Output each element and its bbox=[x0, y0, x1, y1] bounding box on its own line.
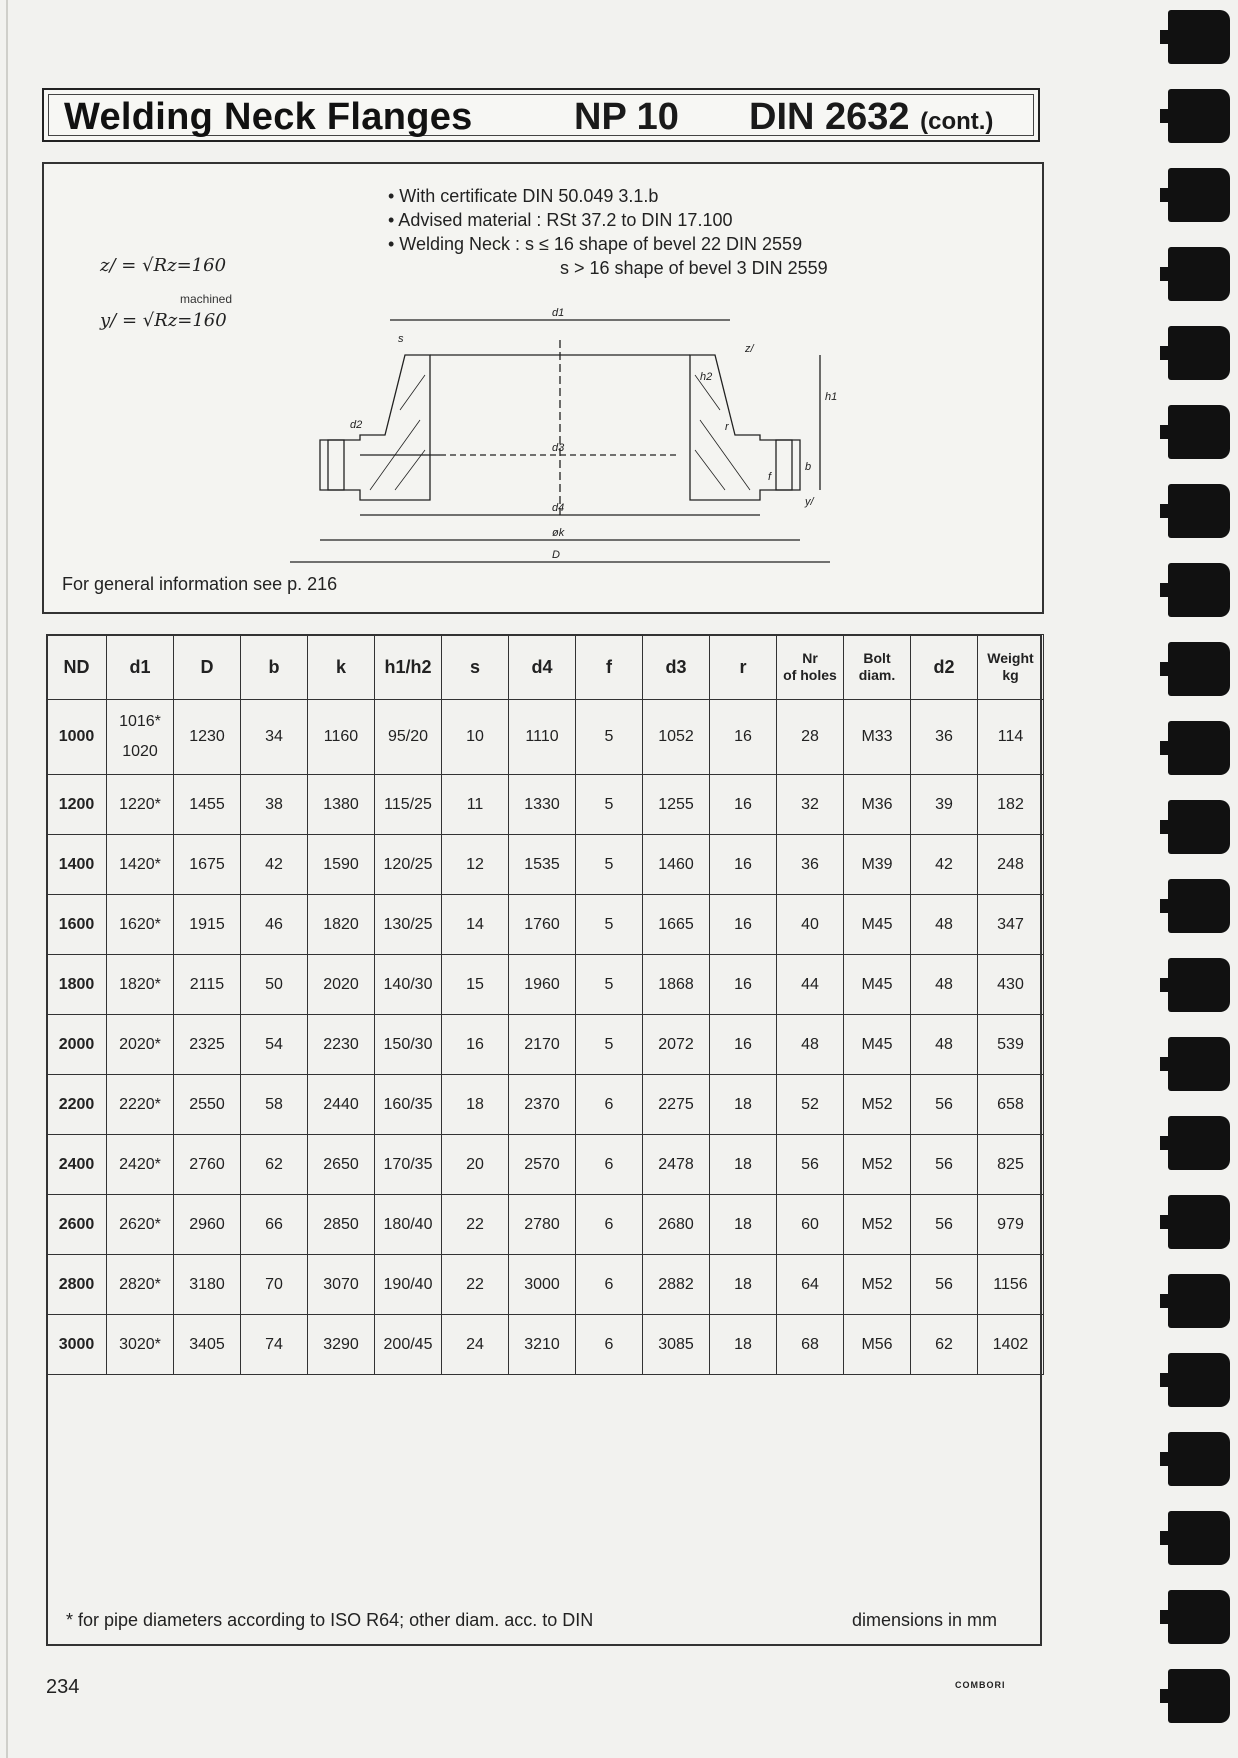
table-cell: 1760 bbox=[509, 895, 576, 955]
publisher-logo: COMBORI bbox=[955, 1680, 1006, 1690]
binding-coil bbox=[1168, 958, 1230, 1012]
table-cell: 5 bbox=[576, 1015, 643, 1075]
table-cell: 1330 bbox=[509, 775, 576, 835]
table-cell: 18 bbox=[710, 1195, 777, 1255]
table-cell: 2780 bbox=[509, 1195, 576, 1255]
table-cell: 54 bbox=[241, 1015, 308, 1075]
table-cell: 1402 bbox=[978, 1315, 1044, 1375]
table-cell: 1110 bbox=[509, 700, 576, 775]
table-cell: 14 bbox=[442, 895, 509, 955]
table-row bbox=[47, 955, 1044, 1015]
cell-nd: 1400 bbox=[47, 835, 107, 895]
table-row bbox=[47, 1315, 1044, 1375]
table-cell: 1535 bbox=[509, 835, 576, 895]
table-cell: 36 bbox=[777, 835, 844, 895]
table-cell: M52 bbox=[844, 1135, 911, 1195]
table-cell: 150/30 bbox=[375, 1015, 442, 1075]
table-cell: 2550 bbox=[174, 1075, 241, 1135]
table-cell: M52 bbox=[844, 1255, 911, 1315]
note-material: • Advised material : RSt 37.2 to DIN 17.100 bbox=[388, 210, 733, 230]
table-cell: 24 bbox=[442, 1315, 509, 1375]
label-d1: d1 bbox=[552, 307, 565, 319]
cell-nd: 2000 bbox=[47, 1015, 107, 1075]
nr-label: Nr bbox=[802, 650, 818, 666]
table-row bbox=[47, 1195, 1044, 1255]
col-header-d3: d3 bbox=[643, 635, 710, 700]
table-cell: 56 bbox=[777, 1135, 844, 1195]
table-cell: 62 bbox=[911, 1315, 978, 1375]
table-cell: 60 bbox=[777, 1195, 844, 1255]
binding-coil bbox=[1168, 1511, 1230, 1565]
table-cell: 32 bbox=[777, 775, 844, 835]
table-cell: M52 bbox=[844, 1195, 911, 1255]
table-cell: 200/45 bbox=[375, 1315, 442, 1375]
col-header-nr-holes bbox=[777, 635, 844, 700]
diam-label: diam. bbox=[858, 667, 896, 683]
table-cell: 5 bbox=[576, 895, 643, 955]
table-cell: 6 bbox=[576, 1195, 643, 1255]
table-cell: 114 bbox=[978, 700, 1044, 775]
table-cell: 2325 bbox=[174, 1015, 241, 1075]
table-cell: 6 bbox=[576, 1075, 643, 1135]
cell-nd: 1000 bbox=[47, 700, 107, 775]
binding-coil bbox=[1168, 10, 1230, 64]
spec-notes bbox=[388, 184, 828, 280]
table-cell: M39 bbox=[844, 835, 911, 895]
cell-nd: 2200 bbox=[47, 1075, 107, 1135]
table-cell: 5 bbox=[576, 700, 643, 775]
table-cell: 28 bbox=[777, 700, 844, 775]
table-row bbox=[47, 835, 1044, 895]
table-cell: 42 bbox=[911, 835, 978, 895]
table-cell: 1960 bbox=[509, 955, 576, 1015]
table-cell: 95/20 bbox=[375, 700, 442, 775]
continued-label: (cont.) bbox=[920, 108, 994, 135]
col-header-d2: d2 bbox=[911, 635, 978, 700]
table-cell: 18 bbox=[710, 1075, 777, 1135]
table-cell: 56 bbox=[911, 1075, 978, 1135]
label-k: øk bbox=[552, 527, 565, 539]
footnote: * for pipe diameters according to ISO R64; other diam. acc. to DIN bbox=[66, 1610, 594, 1630]
table-cell: 16 bbox=[442, 1015, 509, 1075]
table-cell: 3210 bbox=[509, 1315, 576, 1375]
col-header-r: r bbox=[710, 635, 777, 700]
table-cell: 6 bbox=[576, 1255, 643, 1315]
table-cell: M52 bbox=[844, 1075, 911, 1135]
table-cell: 3405 bbox=[174, 1315, 241, 1375]
table-cell: 1380 bbox=[308, 775, 375, 835]
binding-coil bbox=[1168, 247, 1230, 301]
table-cell: 16 bbox=[710, 775, 777, 835]
table-cell: 50 bbox=[241, 955, 308, 1015]
col-header-h1h2: h1/h2 bbox=[375, 635, 442, 700]
table-row bbox=[47, 1135, 1044, 1195]
table-cell: 15 bbox=[442, 955, 509, 1015]
table-row bbox=[47, 1255, 1044, 1315]
table-cell: 1620* bbox=[107, 895, 174, 955]
table-cell: 160/35 bbox=[375, 1075, 442, 1135]
label-r: r bbox=[725, 421, 729, 433]
table-cell: 2420* bbox=[107, 1135, 174, 1195]
table-cell: 56 bbox=[911, 1135, 978, 1195]
cell-d1-line: 1016* bbox=[119, 713, 161, 730]
table-cell: 52 bbox=[777, 1075, 844, 1135]
cell-nd: 1800 bbox=[47, 955, 107, 1015]
table-cell: M36 bbox=[844, 775, 911, 835]
table-cell: 36 bbox=[911, 700, 978, 775]
table-cell: 182 bbox=[978, 775, 1044, 835]
binding-coil bbox=[1168, 879, 1230, 933]
table-row bbox=[47, 1015, 1044, 1075]
table-cell: 64 bbox=[777, 1255, 844, 1315]
binding-coil bbox=[1168, 1432, 1230, 1486]
table-cell: M45 bbox=[844, 955, 911, 1015]
pressure-rating: NP 10 bbox=[574, 96, 679, 138]
spiral-binding bbox=[1160, 0, 1238, 1758]
table-cell: 1420* bbox=[107, 835, 174, 895]
table-cell: 979 bbox=[978, 1195, 1044, 1255]
table-cell: 2370 bbox=[509, 1075, 576, 1135]
table-cell: 2760 bbox=[174, 1135, 241, 1195]
col-header-weight bbox=[978, 635, 1044, 700]
table-cell: 48 bbox=[911, 955, 978, 1015]
table-cell: 3020* bbox=[107, 1315, 174, 1375]
binding-coil bbox=[1168, 405, 1230, 459]
table-cell: M33 bbox=[844, 700, 911, 775]
table-cell: 430 bbox=[978, 955, 1044, 1015]
table-row bbox=[47, 700, 1044, 775]
table-cell: 38 bbox=[241, 775, 308, 835]
table-cell: 42 bbox=[241, 835, 308, 895]
bolt-label: Bolt bbox=[863, 650, 891, 666]
left-bolt-hole bbox=[328, 440, 344, 490]
table-cell: 2620* bbox=[107, 1195, 174, 1255]
table-header-row bbox=[47, 635, 1044, 700]
table-cell: 2115 bbox=[174, 955, 241, 1015]
label-s: s bbox=[398, 333, 404, 345]
col-header-bolt-diam bbox=[844, 635, 911, 700]
table-cell: M45 bbox=[844, 1015, 911, 1075]
col-header-s: s bbox=[442, 635, 509, 700]
table-cell: 347 bbox=[978, 895, 1044, 955]
binding-coil bbox=[1168, 89, 1230, 143]
page-edge bbox=[6, 0, 8, 1758]
hatch-left-1 bbox=[395, 450, 425, 490]
table-cell: 1868 bbox=[643, 955, 710, 1015]
table-cell: 3180 bbox=[174, 1255, 241, 1315]
note-welding-neck-cont: s > 16 shape of bevel 3 DIN 2559 bbox=[560, 258, 828, 278]
table-cell: 3070 bbox=[308, 1255, 375, 1315]
table-cell: 18 bbox=[710, 1315, 777, 1375]
binding-coil bbox=[1168, 484, 1230, 538]
table-cell: 2882 bbox=[643, 1255, 710, 1315]
table-cell: 1915 bbox=[174, 895, 241, 955]
binding-coil bbox=[1168, 1037, 1230, 1091]
surface-symbol-rough: z/ = √Rz=160 bbox=[100, 255, 227, 276]
table-cell: 3085 bbox=[643, 1315, 710, 1375]
table-cell: 1160 bbox=[308, 700, 375, 775]
table-cell: 1820* bbox=[107, 955, 174, 1015]
table-cell: 190/40 bbox=[375, 1255, 442, 1315]
table-cell: 115/25 bbox=[375, 775, 442, 835]
table-cell: 2170 bbox=[509, 1015, 576, 1075]
table-row bbox=[47, 775, 1044, 835]
cell-nd: 2400 bbox=[47, 1135, 107, 1195]
cell-nd: 2800 bbox=[47, 1255, 107, 1315]
col-header-D: D bbox=[174, 635, 241, 700]
table-cell: 18 bbox=[710, 1135, 777, 1195]
table-cell: 2072 bbox=[643, 1015, 710, 1075]
table-cell: 2650 bbox=[308, 1135, 375, 1195]
table-cell: 22 bbox=[442, 1255, 509, 1315]
table-cell: 16 bbox=[710, 955, 777, 1015]
table-cell: 1455 bbox=[174, 775, 241, 835]
table-row bbox=[47, 895, 1044, 955]
table-cell: 66 bbox=[241, 1195, 308, 1255]
table-cell: 44 bbox=[777, 955, 844, 1015]
standard-number: DIN 2632 bbox=[749, 96, 910, 138]
general-info-note: For general information see p. 216 bbox=[62, 574, 338, 594]
table-cell: 1230 bbox=[174, 700, 241, 775]
table-cell: 2850 bbox=[308, 1195, 375, 1255]
label-d2: d2 bbox=[350, 419, 363, 431]
table-cell: 56 bbox=[911, 1195, 978, 1255]
table-cell: 3000 bbox=[509, 1255, 576, 1315]
binding-coil bbox=[1168, 326, 1230, 380]
table-cell: 39 bbox=[911, 775, 978, 835]
note-welding-neck: • Welding Neck : s ≤ 16 shape of bevel 22 DIN 2559 bbox=[388, 234, 803, 254]
table-cell: 120/25 bbox=[375, 835, 442, 895]
table-cell: 1255 bbox=[643, 775, 710, 835]
binding-coil bbox=[1168, 1195, 1230, 1249]
table-cell: M56 bbox=[844, 1315, 911, 1375]
surface-symbol-machined: y/ = √Rz=160 bbox=[100, 310, 227, 331]
right-bolt-hole bbox=[776, 440, 792, 490]
dimensions-table bbox=[46, 634, 1044, 1375]
table-cell: 6 bbox=[576, 1135, 643, 1195]
table-cell: 40 bbox=[777, 895, 844, 955]
table-cell: 2230 bbox=[308, 1015, 375, 1075]
table-cell: 1675 bbox=[174, 835, 241, 895]
table-cell: 58 bbox=[241, 1075, 308, 1135]
table-cell: 130/25 bbox=[375, 895, 442, 955]
table-cell: 2220* bbox=[107, 1075, 174, 1135]
table-cell: 1590 bbox=[308, 835, 375, 895]
binding-coil bbox=[1168, 1274, 1230, 1328]
binding-coil bbox=[1168, 721, 1230, 775]
table-cell: 2680 bbox=[643, 1195, 710, 1255]
table-cell: 180/40 bbox=[375, 1195, 442, 1255]
table-cell: 140/30 bbox=[375, 955, 442, 1015]
title-box bbox=[42, 88, 1040, 142]
cell-d1-line: 1020 bbox=[122, 743, 158, 760]
col-header-k: k bbox=[308, 635, 375, 700]
table-cell: 16 bbox=[710, 895, 777, 955]
table-cell: 658 bbox=[978, 1075, 1044, 1135]
note-certificate: • With certificate DIN 50.049 3.1.b bbox=[388, 186, 659, 206]
weight-label: Weight bbox=[987, 650, 1034, 666]
hatch-right-1 bbox=[695, 450, 725, 490]
table-cell: 1665 bbox=[643, 895, 710, 955]
table-cell: 2478 bbox=[643, 1135, 710, 1195]
table-cell: 825 bbox=[978, 1135, 1044, 1195]
table-cell: 12 bbox=[442, 835, 509, 895]
table-cell: 1052 bbox=[643, 700, 710, 775]
table-cell: 2020 bbox=[308, 955, 375, 1015]
table-cell: 5 bbox=[576, 955, 643, 1015]
binding-coil bbox=[1168, 168, 1230, 222]
page-number: 234 bbox=[46, 1676, 80, 1698]
binding-coil bbox=[1168, 563, 1230, 617]
hatch-left-3 bbox=[400, 375, 425, 410]
table-cell bbox=[107, 700, 174, 775]
table-cell: 2820* bbox=[107, 1255, 174, 1315]
col-header-f: f bbox=[576, 635, 643, 700]
table-cell: 5 bbox=[576, 835, 643, 895]
flange-cross-section-drawing bbox=[290, 300, 838, 570]
table-cell: 22 bbox=[442, 1195, 509, 1255]
label-D: D bbox=[552, 549, 560, 561]
cell-nd: 1600 bbox=[47, 895, 107, 955]
label-b: b bbox=[805, 461, 812, 473]
table-cell: 1220* bbox=[107, 775, 174, 835]
binding-coil bbox=[1168, 1669, 1230, 1723]
table-cell: 1460 bbox=[643, 835, 710, 895]
table-cell: 18 bbox=[710, 1255, 777, 1315]
table-cell: 48 bbox=[777, 1015, 844, 1075]
table-body bbox=[47, 700, 1044, 1375]
label-f: f bbox=[768, 471, 772, 483]
left-flange-outline bbox=[320, 355, 430, 500]
cell-nd: 3000 bbox=[47, 1315, 107, 1375]
label-d4: d4 bbox=[552, 502, 565, 514]
binding-coil bbox=[1168, 642, 1230, 696]
table-cell: 2440 bbox=[308, 1075, 375, 1135]
machined-label: machined bbox=[180, 292, 233, 306]
table-cell: 11 bbox=[442, 775, 509, 835]
table-cell: 539 bbox=[978, 1015, 1044, 1075]
col-header-b: b bbox=[241, 635, 308, 700]
binding-coil bbox=[1168, 1590, 1230, 1644]
table-cell: M45 bbox=[844, 895, 911, 955]
table-cell: 16 bbox=[710, 700, 777, 775]
col-header-d1: d1 bbox=[107, 635, 174, 700]
table-cell: 3290 bbox=[308, 1315, 375, 1375]
table-cell: 2020* bbox=[107, 1015, 174, 1075]
table-cell: 18 bbox=[442, 1075, 509, 1135]
table-cell: 6 bbox=[576, 1315, 643, 1375]
table-cell: 1156 bbox=[978, 1255, 1044, 1315]
table-cell: 16 bbox=[710, 835, 777, 895]
table-cell: 248 bbox=[978, 835, 1044, 895]
label-y: y/ bbox=[805, 496, 814, 508]
table-cell: 48 bbox=[911, 1015, 978, 1075]
table-cell: 62 bbox=[241, 1135, 308, 1195]
table-cell: 20 bbox=[442, 1135, 509, 1195]
cell-nd: 1200 bbox=[47, 775, 107, 835]
table-cell: 5 bbox=[576, 775, 643, 835]
binding-coil bbox=[1168, 800, 1230, 854]
kg-label: kg bbox=[1002, 667, 1019, 683]
col-header-nd: ND bbox=[47, 635, 107, 700]
label-h1: h1 bbox=[825, 391, 838, 403]
table-cell: 48 bbox=[911, 895, 978, 955]
table-cell: 34 bbox=[241, 700, 308, 775]
table-cell: 2960 bbox=[174, 1195, 241, 1255]
table-cell: 2570 bbox=[509, 1135, 576, 1195]
binding-coil bbox=[1168, 1353, 1230, 1407]
table-cell: 46 bbox=[241, 895, 308, 955]
table-cell: 2275 bbox=[643, 1075, 710, 1135]
standard-label bbox=[749, 96, 993, 139]
table-cell: 68 bbox=[777, 1315, 844, 1375]
cell-nd: 2600 bbox=[47, 1195, 107, 1255]
page-title: Welding Neck Flanges bbox=[64, 96, 473, 138]
label-z: z/ bbox=[745, 343, 754, 355]
table-cell: 1820 bbox=[308, 895, 375, 955]
table-row bbox=[47, 1075, 1044, 1135]
dimensions-unit-note: dimensions in mm bbox=[852, 1610, 998, 1630]
table-cell: 170/35 bbox=[375, 1135, 442, 1195]
label-d3: d3 bbox=[552, 442, 565, 454]
table-cell: 16 bbox=[710, 1015, 777, 1075]
binding-coil bbox=[1168, 1116, 1230, 1170]
table-cell: 10 bbox=[442, 700, 509, 775]
table-cell: 56 bbox=[911, 1255, 978, 1315]
table-cell: 74 bbox=[241, 1315, 308, 1375]
table-cell: 70 bbox=[241, 1255, 308, 1315]
col-header-d4: d4 bbox=[509, 635, 576, 700]
label-h2: h2 bbox=[700, 371, 713, 383]
of-holes-label: of holes bbox=[783, 667, 837, 683]
